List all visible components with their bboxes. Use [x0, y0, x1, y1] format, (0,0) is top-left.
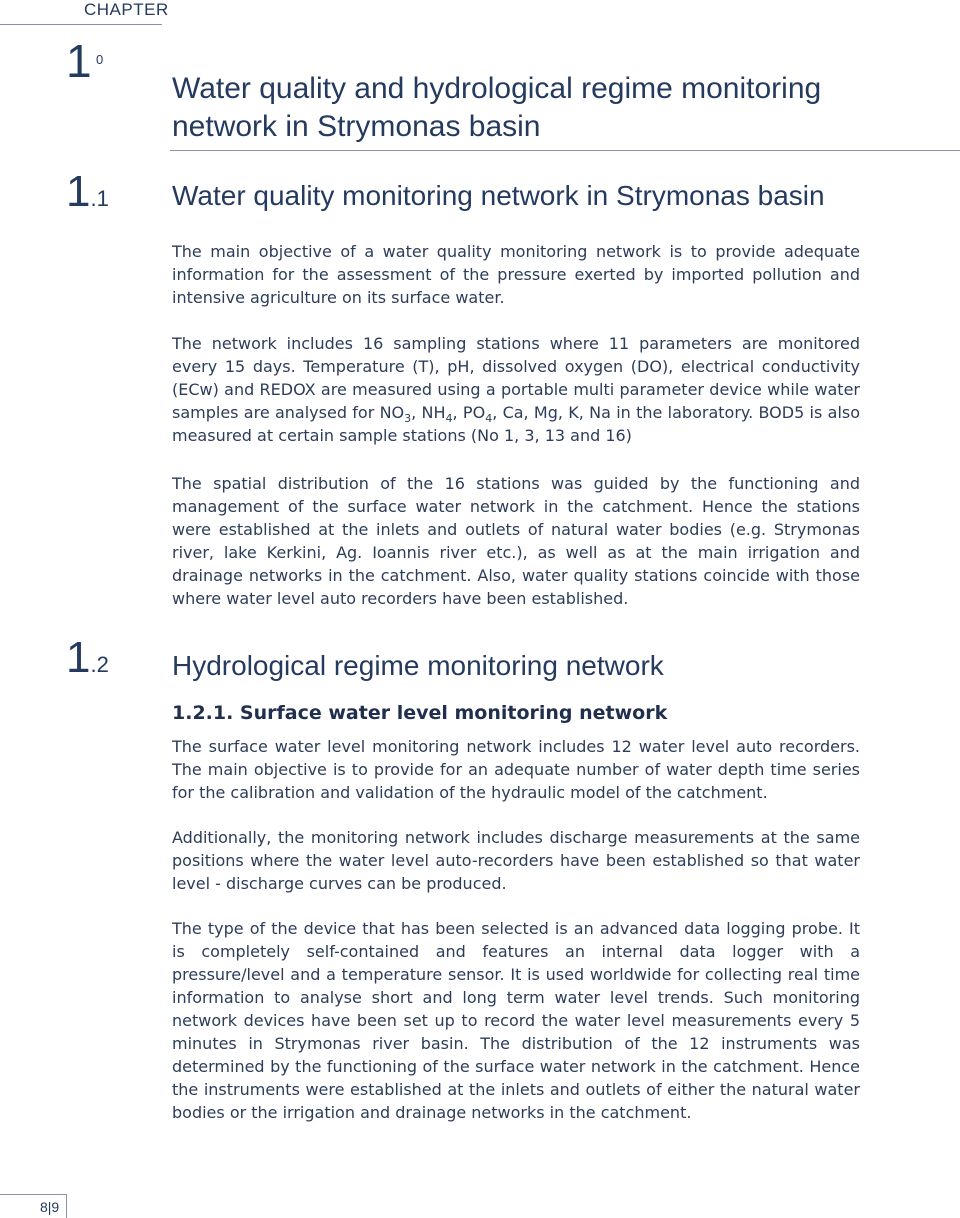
title-divider [170, 150, 960, 151]
subscript: 4 [485, 412, 493, 426]
subsection-heading: 1.2.1. Surface water level monitoring network [172, 702, 668, 724]
section-number-sub: .2 [90, 652, 109, 677]
chapter-superscript: 0 [96, 52, 104, 67]
page-numbers: 8|9 [40, 1199, 60, 1215]
section-number-main: 1 [66, 167, 91, 216]
section-1-2-paragraph-2: Additionally, the monitoring network includes discharge measurements at the same positions where the water level auto-recorders have been established so that water level - discharge curves can be produced. [172, 828, 860, 893]
section-1-1-paragraph-3: The spatial distribution of the 16 stations was guided by the functioning and management of the surface water network in the catchment. Hence the stations were established at the inlets and outlets of natural water bodies (e.g. Strymonas river, lake Kerkini, Ag. Ioannis river etc.), as well as at the main irrigation and drainage networks in the catchment. Also, water quality stations coincide with those where water level auto recorders have been established. [172, 474, 860, 608]
section-number-main: 1 [66, 633, 91, 682]
section-1-1-title: Water quality monitoring network in Strymonas basin [172, 180, 825, 211]
section-1-1-paragraph-1: The main objective of a water quality monitoring network is to provide adequate information for the assessment of the pressure exerted by imported pollution and intensive agriculture on its surface water. [172, 242, 860, 307]
section-1-2-paragraph-3: The type of the device that has been selected is an advanced data logging probe. It is completely self-contained and features an internal data logger with a pressure/level and a temperature sensor. It is used worldwide for collecting real time information to analyse short and long term water level trends. Such monitoring network devices have been set up to record the water level measurements every 5 minutes in Strymonas river basin. The distribution of the 12 instruments was determined by the functioning of the surface water network in the catchment. Hence the instruments were established at the inlets and outlets of either the natural water bodies or the irrigation and drainage networks in the catchment. [172, 919, 860, 1122]
paragraph-text: , NH [411, 403, 446, 422]
chapter-number: 1 [66, 35, 92, 87]
section-1-2-number [66, 633, 109, 682]
chapter-divider [0, 24, 162, 25]
paragraph-text: , Ca, Mg, K, Na in the laboratory. BOD5 is also measured at certain sample stations (No 1, 3, 13 and 16) [172, 403, 861, 445]
subscript: 3 [404, 412, 412, 426]
section-1-1-paragraph-2 [172, 332, 860, 447]
section-1-1-number [66, 167, 109, 216]
subscript: 4 [445, 412, 453, 426]
paragraph-text: , PO [452, 403, 486, 422]
paragraph-text: The network includes 16 sampling stations where 11 parameters are monitored every 15 days. Temperature (T), pH, dissolved oxygen (DO), electrical conductivity (ECw) and REDOX are measured using a portable multi parameter device while water samples are analysed for NO [172, 334, 860, 422]
chapter-title: Water quality and hydrological regime monitoring network in Strymonas basin [172, 72, 822, 143]
chapter-label: CHAPTER [84, 0, 169, 19]
section-number-sub: .1 [90, 186, 109, 211]
section-1-2-paragraph-1: The surface water level monitoring network includes 12 water level auto recorders. The main objective is to provide for an adequate number of water depth time series for the calibration and validation of the hydraulic model of the catchment. [172, 737, 860, 802]
section-1-2-title: Hydrological regime monitoring network [172, 650, 664, 681]
